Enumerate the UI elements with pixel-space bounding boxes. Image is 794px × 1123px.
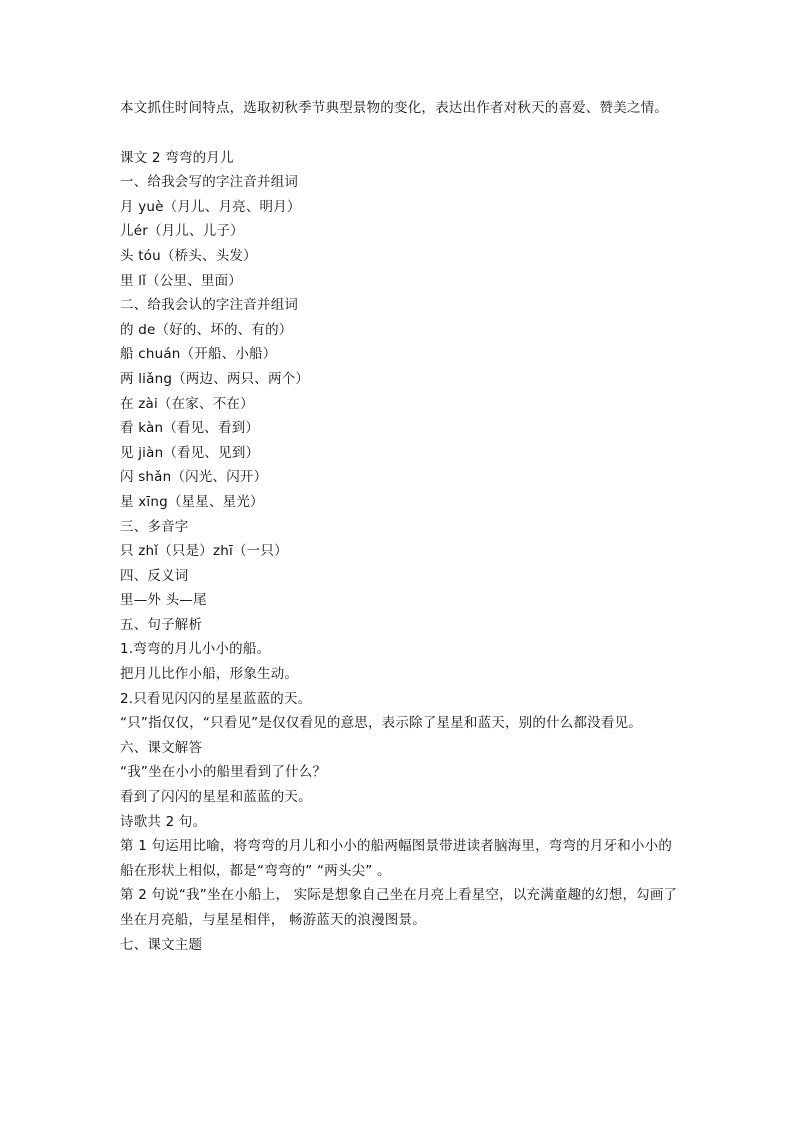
word-entry: 月 yuè（月儿、月亮、明月） [120,198,301,215]
word-entry: 两 liǎng（两边、两只、两个） [120,370,310,387]
question-line: “我”坐在小小的船里看到了什么？ [120,764,327,781]
intro-paragraph: 本文抓住时间特点，选取初秋季节典型景物的变化，表达出作者对秋天的喜爱、赞美之情。 [120,100,668,116]
sentence-line: 2.只看见闪闪的星星蓝蓝的天。 [120,690,312,707]
sentence-line: “只”指仅仅，“只看见”是仅仅看见的意思，表示除了星星和蓝天，别的什么都没看见。 [120,715,642,732]
analysis-paragraph-1: 第 1 句运用比喻，将弯弯的月儿和小小的船两幅图景带进读者脑海里，弯弯的月牙和小小的船在形状上相似，都是“弯弯的” “两头尖” 。 [120,838,673,879]
word-entry: 见 jiàn（看见、见到） [120,444,260,461]
answer-line: 看到了闪闪的星星和蓝蓝的天。 [120,789,312,806]
lesson-title: 课文 2 弯弯的月儿 [120,149,234,166]
section-heading: 六、课文解答 [120,739,203,756]
section-heading: 七、课文主题 [120,936,203,953]
document-content [120,96,680,957]
sentence-line: 把月儿比作小船，形象生动。 [120,666,299,683]
sentence-line: 1.弯弯的月儿小小的船。 [120,641,271,658]
word-entry: 船 chuán（开船、小船） [120,346,277,363]
answer-line: 诗歌共 2 句。 [120,813,207,830]
section-heading: 五、句子解析 [120,616,203,633]
word-entry: 儿ér（月儿、儿子） [120,223,244,240]
word-entry: 在 zài（在家、不在） [120,395,254,412]
word-entry: 头 tóu（桥头、头发） [120,247,257,264]
section-heading: 三、多音字 [120,518,189,535]
word-entry: 看 kàn（看见、看到） [120,420,260,437]
section-heading: 二、给我会认的字注音并组词 [120,297,299,314]
word-entry: 的 de（好的、坏的、有的） [120,321,293,338]
analysis-paragraph-2: 第 2 句说“我”坐在小船上， 实际是想象自己坐在月亮上看星空，以充满童趣的幻想，勾画了坐在月亮船，与星星相伴， 畅游蓝天的浪漫图景。 [120,887,678,928]
antonym-entry: 里—外 头—尾 [120,592,207,609]
polyphone-entry: 只 zhǐ（只是）zhī（一只） [120,543,288,560]
section-heading: 一、给我会写的字注音并组词 [120,174,299,191]
word-entry: 里 lǐ（公里、里面） [120,272,242,289]
word-entry: 星 xīng（星星、星光） [120,493,264,510]
section-heading: 四、反义词 [120,567,189,584]
word-entry: 闪 shǎn（闪光、闪开） [120,469,268,486]
